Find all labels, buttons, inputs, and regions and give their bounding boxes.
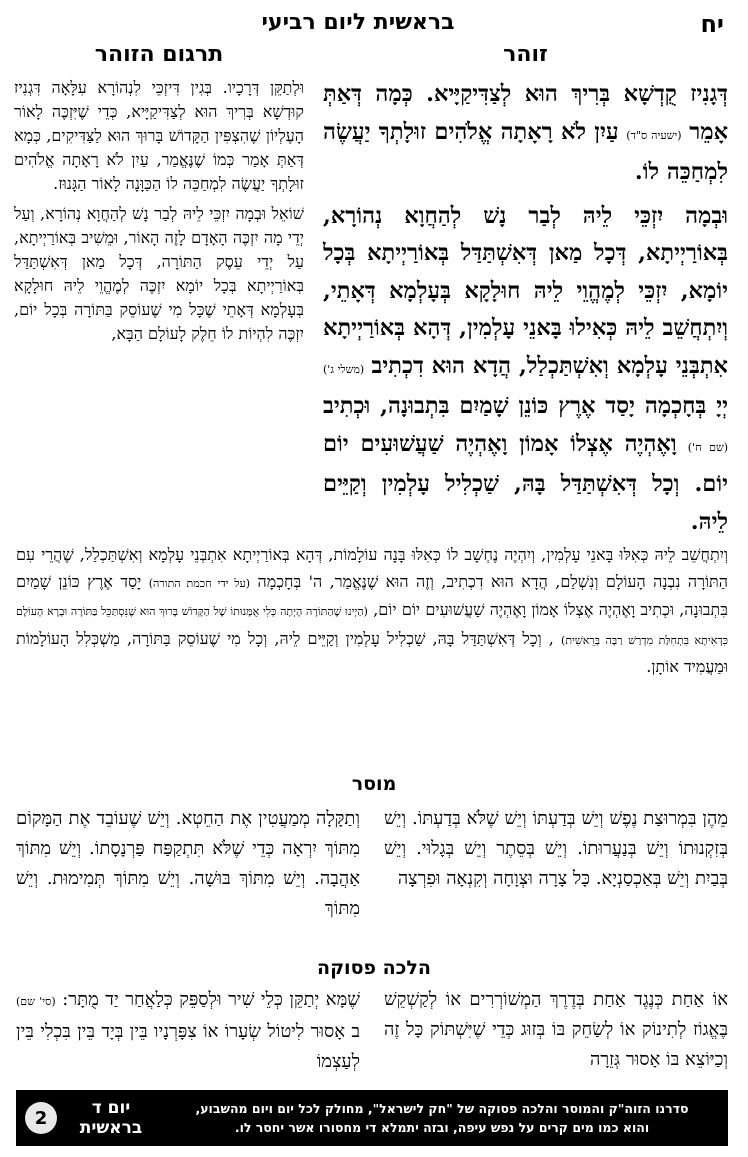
source-reference: (שם ח') bbox=[687, 440, 729, 454]
source-reference: (על ידי חכמת התורה) bbox=[148, 576, 251, 590]
zohar-text-run: דְּגָנִיז קֻדְשָׁא בְּרִיךְ הוּא לְצַדִּיקַיָּיא. כְּמָה דְּאַתְּ אָמֵר bbox=[323, 81, 729, 145]
source-reference: (משלי ג') bbox=[323, 362, 365, 376]
zohar-text bbox=[323, 76, 728, 547]
page-letter: יח bbox=[700, 10, 724, 38]
targum-paragraph: שׁוֹאֵל וּבְמָה יִזְכֵּי לֵיהּ לְבַר נָשׁ לְהַחֲוָא נְהוֹרָא, וְעַל יְדֵי מָה יִזְכֶּה הָאָדָם לָזֶה הָאוֹר, וּמֵשִׁיב בְּאוֹרַיְיתָא, עַל יְדֵי עֵסֶק הַתּוֹרָה, דְּכָל מַאן דְּאִשְׁתַּדַּל בְּאוֹרַיְיתָא בְּכָל יוֹמָא יִזְכֶּה לְמֶהֱוֵי לֵיהּ חוּלָקָא בְּעָלְמָא דְּאָתֵי שֶׁכָּל מִי שֶׁעוֹסֵק בַּתּוֹרָה בְּכָל יוֹם, יִזְכֶּה לִהְיוֹת לוֹ חֵלֶק לָעוֹלָם הַבָּא, bbox=[14, 204, 304, 343]
continuation-text-run: , וְכָל דְּאִשְׁתַּדַּל בָּהּ, שַׁכְלִיל עָלְמִין וְקַיֵּים לֵיהּ, וְכָל מִי שֶׁעוֹסֵק בַּתּוֹרָה, מַשְׁכְּלִל הָעוֹלָמוֹת וּמַעֲמִיד אוֹתָן. bbox=[16, 628, 728, 676]
page-number-badge bbox=[16, 1102, 66, 1134]
continuation-text-run: וְיִתְחֲשֵׁב לֵיהּ כְּאִלּוּ בָּאנֵי עָלְמִין, וְיִהְיֶה נֶחְשָׁב לוֹ כְּאִלּוּ בָּנָה עוֹלָמוֹת, דְּהָא בְּאוֹרַיְיתָא אִתְבְּנֵי עָלְמָא וְאִשְׁתַּכְלַל, שֶׁהֲרֵי עִם הַתּוֹרָה נִבְנָה הָעוֹלָם וְנִשְׁלַם, הֲדָא הוּא דִכְתִיב, וְזֶה הוּא שֶׁנֶּאֱמַר, ה' בְּחָכְמָה bbox=[16, 545, 728, 591]
page-header-title: בראשית ליום רביעי bbox=[261, 10, 455, 35]
source-reference: (ישעיה ס"ד) bbox=[626, 128, 682, 142]
targum-continuation bbox=[16, 542, 728, 681]
mussar-columns bbox=[16, 804, 728, 956]
source-reference: (סי' שם) bbox=[16, 995, 56, 1008]
halacha-column-left bbox=[16, 985, 360, 1085]
footer-day: יום ד bbox=[91, 1098, 131, 1118]
zohar-text-run: וּבְמָה יִזְכֵּי לֵיהּ לְבַר נָשׁ לְהַחֲוָא נְהוֹרָא, בְּאוֹרַיְיתָא, דְּכָל מַאן דְּאִשְׁתַּדַּל בְּאוֹרַיְיתָא בְּכָל יוֹמָא, יִזְכֵּי לְמֶהֱוֵי לֵיהּ חוּלָקָא בְּעָלְמָא דְּאָתֵי, וְיִתְחֲשֵׁב לֵיהּ כְּאִילוּ בָּאנֵי עָלְמִין, דְּהָא בְּאוֹרַיְיתָא אִתְבְּנֵי עָלְמָא וְאִשְׁתַּכְלַל, הֲדָא הוּא דִכְתִיב bbox=[323, 202, 728, 379]
footer-day-label bbox=[66, 1098, 156, 1138]
halacha-column-right: אוֹ אַחַת כְּנֶגֶד אַחַת בְּדֶרֶךְ הַמְשׁוֹרְרִים אוֹ לְקַשְׁקֵשׁ בֶּאֱגוֹז לְתִינוֹק אוֹ לְשַׂחֵק בּוֹ בְּזוּג כְּדֵי שֶׁיִּשְׁתּוֹק כָּל זֶה וְכַיּוֹצֵא בּוֹ אָסוּר גְּזֵרָה bbox=[384, 989, 728, 1070]
targum-text bbox=[14, 76, 304, 352]
footer-parsha: בראשית bbox=[79, 1118, 143, 1138]
halacha-text-run: ב אָסוּר לִיטוֹל שְׂעָרוֹ אוֹ צִפָּרְנָיו בֵּין בְּיָד בֵּין בִּכְלִי בֵּין לְעַצְמוֹ bbox=[16, 1021, 360, 1072]
targum-title: תרגום הזוהר bbox=[94, 42, 224, 67]
zohar-text-run: יְיָ בְּחָכְמָה יָסַד אֶרֶץ כּוֹנֵן שָׁמַיִם בִּתְבוּנָה, וּכְתִיב bbox=[323, 393, 728, 419]
page-number: 2 bbox=[25, 1102, 57, 1134]
zohar-text-run: עַיִן לֹא רָאָתָה אֱלֹהִים זוּלָתְךָ יַעֲשֶׂה לִמְחַכֵּה לוֹ. bbox=[323, 118, 728, 185]
halacha-title: הלכה פסוקה bbox=[317, 957, 431, 979]
zohar-text-run: וָאֶהְיֶה אֶצְלוֹ אָמוֹן וָאֶהְיֶה שַׁעֲשׁוּעִים יוֹם יוֹם. וְכָל דְּאִשְׁתַּדַּל בָּהּ, שַׁכְלִיל עָלְמִין וְקַיֵּים לֵיהּ. bbox=[323, 430, 728, 535]
footer-line: סדרנו הזוה"ק והמוסר והלכה פסוקה של "חק לישראל", מחולק לכל יום ויום מהשבוע, bbox=[195, 1101, 689, 1116]
footer-bar bbox=[16, 1090, 728, 1146]
footer-note bbox=[156, 1099, 728, 1137]
mussar-column-left: וְתַקָּלָה מְמַעֲטִין אֶת הַחֵטְא. וְיֵשׁ שֶׁעוֹבֵד אֶת הַמָּקוֹם מִתּוֹךְ יִרְאָה כְּדֵי שֶׁלֹּא תִּתְקַפַּח פַּרְנָסָתוֹ. וְיֵשׁ מִתּוֹךְ אַהֲבָה. וְיֵשׁ מִתּוֹךְ בּוּשָׁה. וְיֵשׁ מִתּוֹךְ תְּמִימוּת. וְיֵשׁ מִתּוֹךְ bbox=[16, 808, 360, 919]
targum-paragraph: וּלְתַקֵּן דְּרָכָיו. בְּגִין דִּיזְכֵּי לִנְהוֹרָא עִלָּאָה דִּגְנִיז קוּדְשָׁא בְּרִיךְ הוּא לְצַדִּיקַיָּיא, כְּדֵי שֶׁיִּזְכֶּה לָאוֹר הָעֶלְיוֹן שֶׁהִצְפִּין הַקָּדוֹשׁ בָּרוּךְ הוּא לַצַּדִּיקִים, כְּמָא דְּאַתְּ אָמַר כְּמוֹ שֶׁנֶּאֱמַר, עַיִן לֹא רָאָתָה אֱלֹהִים זוּלָתְךָ יַעֲשֶׂה לִמְחַכֵּה לוֹ הַכַּוָּנָה לָאוֹר הַגָּנוּז. bbox=[14, 78, 304, 193]
mussar-column-right: מֵהֶן בִּמְרוּצַת נֶפֶשׁ וְיֵשׁ בְּדַעְתּוֹ וְיֵשׁ שֶׁלֹּא בְּדַעְתּוֹ. וְיֵשׁ בְּזִקְנוּתוֹ וְיֵשׁ בְּנַעֲרוּתוֹ. וְיֵשׁ בְּסֵתֶר וְיֵשׁ בְּגָלוּי. וְיֵשׁ בְּבַיִת וְיֵשׁ בְּאַכְסַנְיָא. כָּל צָרָה וּצְוָחָה וְקִנְאָה וּפִרְצָה bbox=[384, 808, 728, 889]
continuation-text-run: יָסַד אֶרֶץ כּוֹנֵן שָׁמַיִם בִּתְבוּנָה, וּכְתִיב וָאֶהְיֶה אֶצְלוֹ אָמוֹן וָאֶהְיֶה שַׁעֲשׁוּעִים יוֹם יוֹם, bbox=[16, 571, 728, 619]
footer-line: והוא כמו מים קרים על נפש עיפה, ובזה יתמלא די מחסורו אשר יחסר לו. bbox=[234, 1120, 650, 1135]
halacha-columns bbox=[16, 985, 728, 1085]
source-reference: (הַיְינוּ שֶׁהַתּוֹרָה הָיְתָה כְּלִי אֻמָּנוּתוֹ שֶׁל הַקָּדוֹשׁ בָּרוּךְ הוּא שֶׁנִּסְתַּכֵּל בַּתּוֹרָה וּבָרָא הָעוֹלָם כִּדְאִיתָא בִּתְחִלַּת מִדְרַשׁ רַבָּה בְּרֵאשִׁית) bbox=[16, 605, 728, 647]
zohar-paragraph bbox=[323, 76, 728, 192]
halacha-text-run: שֶׁמָּא יְתַקֵּן כְּלֵי שִׁיר וּלְסַפֵּק כְּלַאֲחַר יַד מֻתָּר: bbox=[62, 989, 361, 1010]
zohar-paragraph bbox=[323, 198, 728, 542]
zohar-title: זוהר bbox=[503, 42, 548, 67]
mussar-title: מוסר bbox=[351, 773, 397, 795]
